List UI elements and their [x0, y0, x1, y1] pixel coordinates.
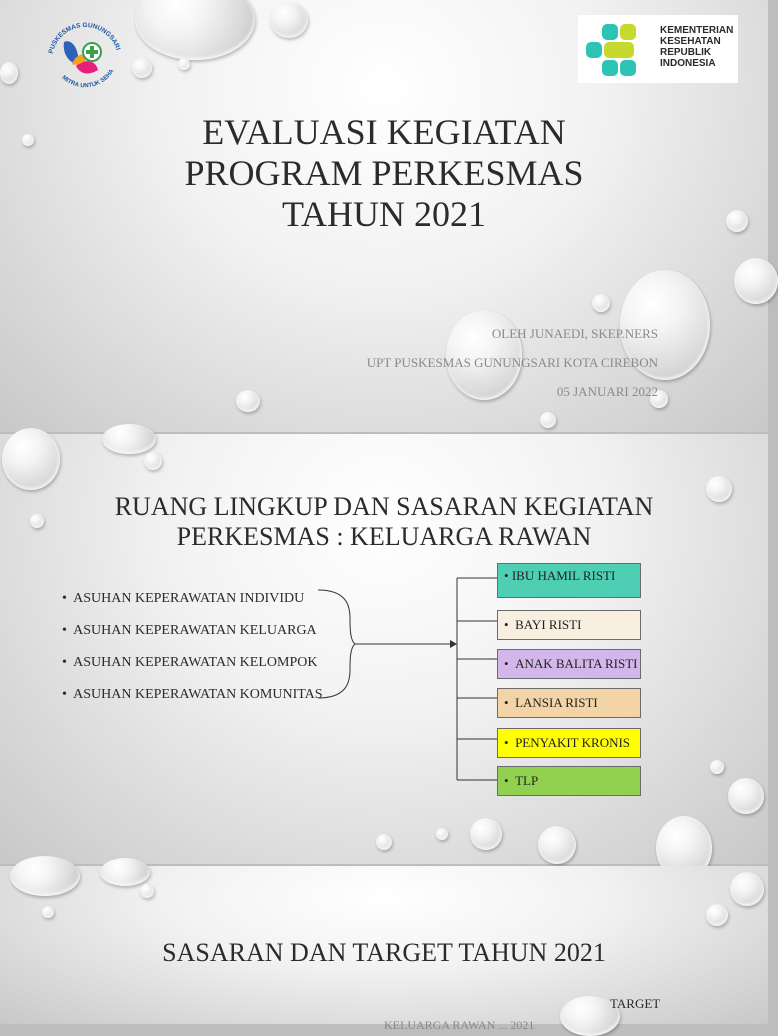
- water-drop: [592, 294, 610, 312]
- title-line: EVALUASI KEGIATAN: [202, 112, 566, 152]
- bullet-item: • ASUHAN KEPERAWATAN KELUARGA: [62, 623, 317, 638]
- slide-3[interactable]: [0, 866, 768, 1032]
- kemenkes-line: KEMENTERIAN: [660, 25, 734, 36]
- water-drop: [236, 390, 260, 412]
- kemenkes-logo: [578, 15, 738, 83]
- author-text: OLEH JUNAEDI, SKEP.NERS: [491, 326, 658, 341]
- kemenkes-line: INDONESIA: [660, 58, 716, 69]
- target-box-balita: • ANAK BALITA RISTI: [497, 649, 641, 679]
- water-drop: [0, 62, 18, 84]
- water-drop: [100, 858, 150, 886]
- slide-1-title: [0, 112, 768, 235]
- water-drop: [730, 872, 764, 906]
- target-box-tlp: • TLP: [497, 766, 641, 796]
- water-drop: [734, 258, 778, 304]
- target-box-ibu-hamil: • IBU HAMIL RISTI: [497, 563, 641, 598]
- target-box-bayi: • BAYI RISTI: [497, 610, 641, 640]
- target-column-label: TARGET: [610, 996, 661, 1011]
- title-line: RUANG LINGKUP DAN SASARAN KEGIATAN: [114, 492, 654, 521]
- cut-off-text: KELUARGA RAWAN ... 2021: [384, 1018, 535, 1032]
- water-drop: [132, 58, 152, 78]
- water-drop: [178, 58, 190, 70]
- date-text: 05 JANUARI 2022: [556, 384, 658, 399]
- slide-3-title: SASARAN DAN TARGET TAHUN 2021: [162, 938, 606, 967]
- bullet-item: • ASUHAN KEPERAWATAN KELOMPOK: [62, 655, 318, 670]
- water-drop: [135, 0, 255, 60]
- logo-arc-top-text: PUSKESMAS GUNUNGSARI: [47, 21, 122, 55]
- title-line: PERKESMAS : KELUARGA RAWAN: [176, 522, 592, 551]
- target-box-lansia: • LANSIA RISTI: [497, 688, 641, 718]
- puskesmas-logo: [42, 14, 128, 100]
- connector-lines: [0, 434, 768, 864]
- title-line: PROGRAM PERKESMAS: [184, 153, 584, 193]
- slide-1[interactable]: [0, 0, 768, 432]
- target-box-penyakit-kronis: • PENYAKIT KRONIS: [497, 728, 641, 758]
- slide-2[interactable]: [0, 434, 768, 864]
- bullet-item: • ASUHAN KEPERAWATAN INDIVIDU: [62, 591, 305, 606]
- kemenkes-line: REPUBLIK: [660, 47, 712, 58]
- organization-text: UPT PUSKESMAS GUNUNGSARI KOTA CIREBON: [366, 355, 658, 370]
- water-drop: [540, 412, 556, 428]
- water-drop: [10, 856, 80, 896]
- water-drop: [706, 904, 728, 926]
- title-line: TAHUN 2021: [281, 194, 487, 234]
- kemenkes-line: KESEHATAN: [660, 36, 721, 47]
- water-drop: [42, 906, 54, 918]
- water-drop: [270, 2, 308, 38]
- logo-arc-bottom-text: MITRA UNTUK SEHA: [60, 68, 116, 90]
- water-drop: [140, 884, 154, 898]
- bullet-item: • ASUHAN KEPERAWATAN KOMUNITAS: [62, 687, 323, 702]
